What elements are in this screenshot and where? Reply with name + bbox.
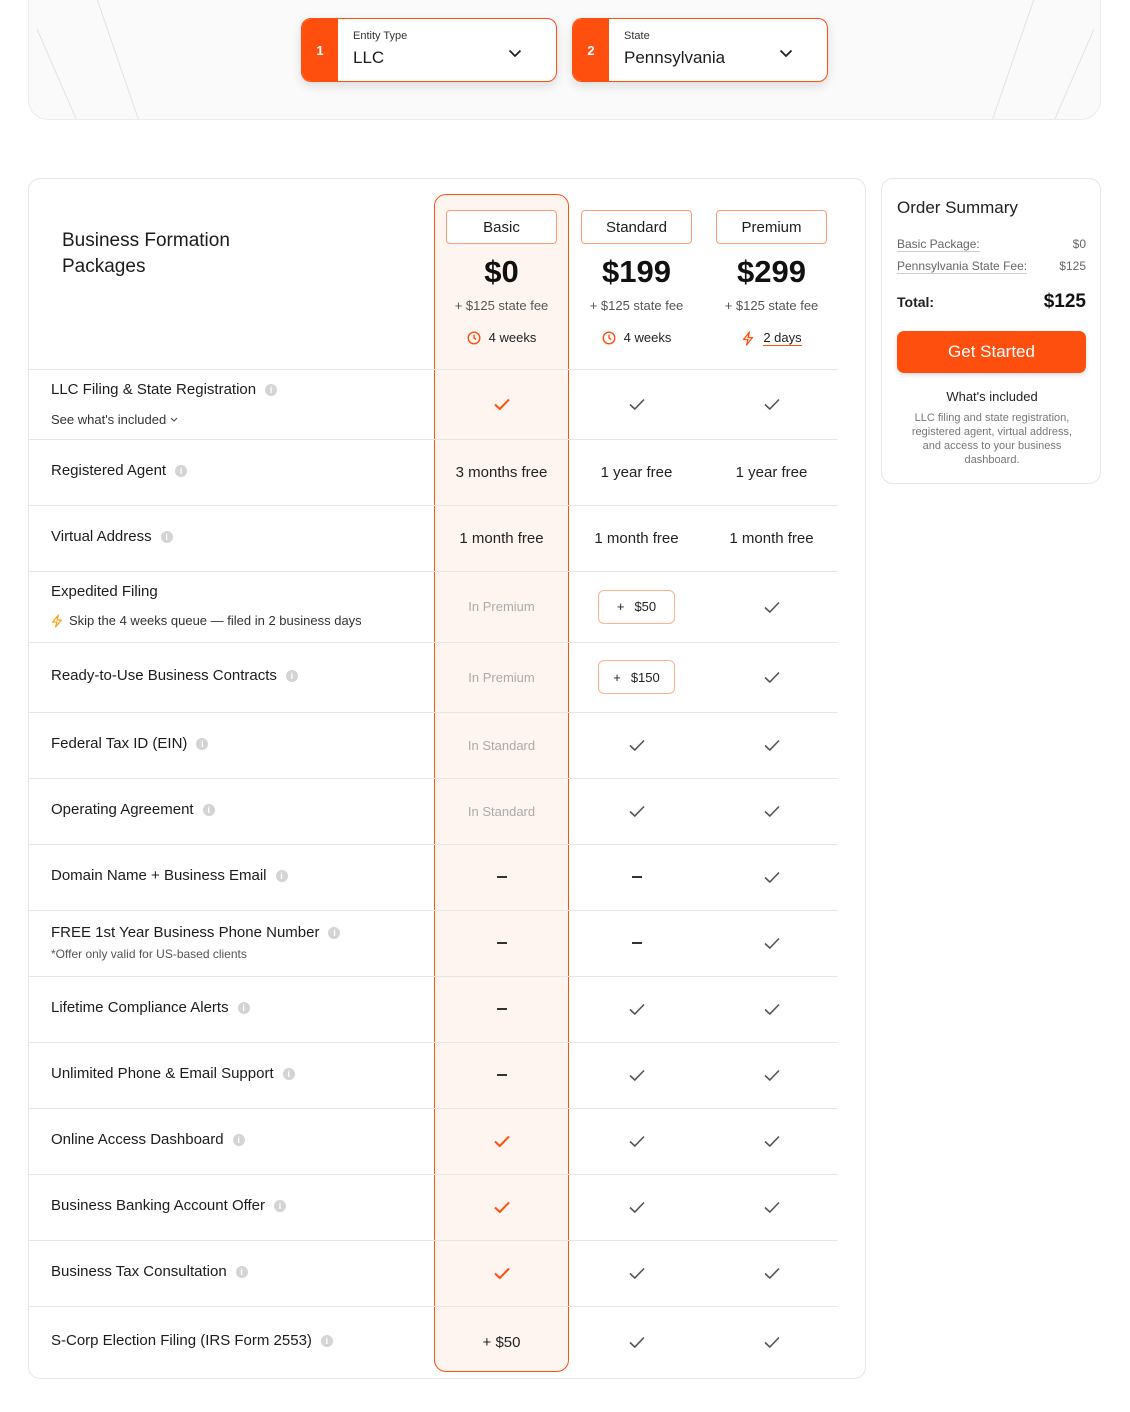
info-icon[interactable]: i (238, 1002, 250, 1014)
premium-price: $299 (737, 254, 806, 289)
feature-label: Lifetime Compliance Alerts (51, 999, 229, 1016)
feature-name (51, 667, 298, 684)
summary-line (897, 237, 1086, 252)
chevron-down-icon (170, 417, 178, 423)
table-cell (434, 976, 569, 1042)
check-icon (763, 1002, 781, 1016)
check-icon (628, 1134, 646, 1148)
info-icon[interactable]: i (236, 1266, 248, 1278)
info-icon[interactable]: i (274, 1200, 286, 1212)
cell-text: In Premium (468, 599, 535, 614)
feature-name (51, 924, 340, 941)
check-icon (763, 738, 781, 752)
table-cell (434, 1240, 569, 1306)
check-icon (628, 1200, 646, 1214)
premium-turnaround (704, 330, 839, 346)
summary-total (897, 291, 1086, 313)
see-whats-included-text: See what's included (51, 412, 167, 427)
offer-note: *Offer only valid for US-based clients (51, 947, 247, 961)
check-accent-icon (493, 1134, 511, 1148)
table-cell (704, 1108, 839, 1174)
feature-label: Registered Agent (51, 462, 167, 479)
entity-type-value: LLC (353, 48, 385, 67)
total-label: Total: (897, 294, 935, 310)
chevron-down-icon (779, 49, 793, 58)
check-accent-icon (493, 1266, 511, 1280)
table-cell (704, 571, 839, 642)
feature-label: Business Tax Consultation (51, 1263, 227, 1280)
state-select[interactable] (572, 18, 828, 82)
table-cell (704, 778, 839, 844)
whats-included-title: What's included (946, 389, 1038, 404)
feature-label: Unlimited Phone & Email Support (51, 1065, 274, 1082)
basic-price: $0 (484, 254, 519, 289)
entity-type-label: Entity Type (353, 30, 408, 42)
check-icon (763, 397, 781, 411)
table-cell (569, 910, 704, 976)
check-icon (628, 804, 646, 818)
check-icon (628, 1335, 646, 1349)
cell-text: In Standard (467, 803, 536, 819)
feature-name (51, 867, 288, 884)
info-icon[interactable]: i (196, 738, 208, 750)
info-icon[interactable]: i (321, 1335, 333, 1347)
check-icon (628, 738, 646, 752)
feature-label: Expedited Filing (51, 583, 158, 600)
cell-text: 1 month free (594, 529, 679, 547)
table-cell (569, 439, 704, 505)
check-icon (763, 870, 781, 884)
hero-banner (28, 0, 1101, 120)
check-accent-icon (493, 1200, 511, 1214)
feature-name (51, 1263, 248, 1280)
feature-label: Operating Agreement (51, 801, 194, 818)
cell-text: 3 months free (455, 463, 548, 481)
table-cell (434, 369, 569, 439)
premium-turnaround-text: 2 days (763, 330, 802, 345)
info-icon[interactable]: i (276, 870, 288, 882)
info-icon[interactable]: i (286, 670, 298, 682)
feature-label: Federal Tax ID (EIN) (51, 735, 188, 752)
summary-line-value: $125 (1059, 259, 1086, 273)
summary-line-label: Basic Package: (897, 237, 980, 251)
basic-turnaround (434, 330, 569, 345)
check-icon (628, 1266, 646, 1280)
feature-name (51, 462, 187, 479)
cell-text: 1 year free (735, 463, 808, 481)
standard-price: $199 (602, 254, 671, 289)
feature-name (51, 583, 158, 600)
addon-price: $50 (634, 599, 657, 614)
cell-text: 1 month free (459, 529, 544, 547)
table-cell (434, 642, 569, 712)
feature-label: Online Access Dashboard (51, 1131, 224, 1148)
info-icon[interactable]: i (265, 384, 277, 396)
table-cell (434, 1042, 569, 1108)
table-cell (434, 1174, 569, 1240)
info-icon[interactable]: i (203, 804, 215, 816)
table-cell (569, 1306, 704, 1378)
check-icon (628, 1068, 646, 1082)
whats-included-text: LLC filing and state registration, registered agent, virtual address, and access to your business dashboard. (911, 412, 1073, 466)
table-cell (704, 642, 839, 712)
state-value: Pennsylvania (624, 48, 726, 67)
lightning-icon (741, 331, 755, 346)
dash-icon (632, 942, 642, 944)
cell-text: In Premium (468, 669, 535, 685)
feature-label: FREE 1st Year Business Phone Number (51, 924, 320, 941)
table-cell (704, 1240, 839, 1306)
cell-text: In Standard (467, 737, 536, 753)
info-icon[interactable]: i (233, 1134, 245, 1146)
check-icon (763, 1335, 781, 1349)
basic-turnaround-text: 4 weeks (488, 330, 537, 345)
table-cell (569, 1108, 704, 1174)
table-cell (569, 976, 704, 1042)
check-icon (763, 1134, 781, 1148)
table-cell (434, 778, 569, 844)
standard-turnaround (569, 330, 704, 345)
cell-text: + $50 (482, 1333, 521, 1351)
get-started-button[interactable]: Get Started (897, 331, 1086, 373)
total-value: $125 (1043, 291, 1086, 312)
feature-name (51, 999, 250, 1016)
info-icon[interactable]: i (175, 465, 187, 477)
info-icon[interactable]: i (283, 1068, 295, 1080)
table-cell (569, 844, 704, 910)
feature-label: Ready-to-Use Business Contracts (51, 667, 277, 684)
standard-turnaround-text: 4 weeks (623, 330, 672, 345)
table-cell (704, 910, 839, 976)
summary-line (897, 259, 1086, 274)
table-cell (704, 505, 839, 571)
check-icon (628, 397, 646, 411)
table-cell (704, 976, 839, 1042)
table-cell (569, 1240, 704, 1306)
table-cell (569, 778, 704, 844)
order-summary (881, 178, 1101, 484)
feature-name (51, 1197, 286, 1214)
dash-icon (497, 1074, 507, 1076)
addon-button[interactable] (598, 660, 675, 694)
check-icon (763, 936, 781, 950)
info-icon[interactable]: i (161, 531, 173, 543)
addon-button[interactable] (598, 590, 675, 624)
clock-icon (467, 331, 481, 345)
table-cell (704, 712, 839, 778)
check-icon (763, 1200, 781, 1214)
check-icon (628, 1002, 646, 1016)
table-cell (434, 1108, 569, 1174)
basic-state-fee: + $125 state fee (454, 298, 549, 313)
table-cell (434, 844, 569, 910)
table-cell (434, 1306, 569, 1378)
table-cell (569, 1042, 704, 1108)
table-cell[interactable] (569, 571, 704, 642)
package-basic-button[interactable]: Basic (446, 210, 557, 244)
table-cell (569, 712, 704, 778)
feature-label: LLC Filing & State Registration (51, 381, 257, 398)
decorative-lines (29, 0, 1101, 120)
info-icon[interactable]: i (328, 927, 340, 939)
table-cell (434, 505, 569, 571)
feature-name (51, 1332, 333, 1349)
table-cell (434, 712, 569, 778)
check-icon (763, 600, 781, 614)
feature-label: Domain Name + Business Email (51, 867, 267, 884)
dash-icon (497, 1008, 507, 1010)
plus-icon: + (616, 599, 625, 614)
feature-name (51, 381, 277, 398)
table-cell (569, 505, 704, 571)
check-icon (763, 670, 781, 684)
summary-line-label: Pennsylvania State Fee: (897, 259, 1028, 273)
table-cell (434, 571, 569, 642)
dash-icon (497, 942, 507, 944)
order-summary-title: Order Summary (897, 198, 1018, 217)
state-label: State (624, 30, 650, 42)
step-number: 1 (302, 19, 338, 81)
step-number: 2 (573, 19, 609, 81)
lightning-icon (51, 614, 63, 628)
feature-label: S-Corp Election Filing (IRS Form 2553) (51, 1332, 312, 1349)
feature-name (51, 1131, 245, 1148)
check-accent-icon (493, 397, 511, 411)
feature-name (51, 1065, 295, 1082)
table-cell (704, 439, 839, 505)
summary-line-value: $0 (1072, 237, 1086, 251)
feature-name (51, 528, 173, 545)
feature-label: Virtual Address (51, 528, 152, 545)
check-icon (763, 804, 781, 818)
chevron-down-icon (508, 49, 522, 58)
table-cell[interactable] (569, 642, 704, 712)
table-cell (434, 439, 569, 505)
dash-icon (632, 876, 642, 878)
package-standard-button[interactable]: Standard (581, 210, 692, 244)
expedited-note (51, 613, 362, 628)
cell-text: 1 month free (729, 529, 814, 547)
addon-price: $150 (630, 669, 660, 685)
cell-text: 1 year free (600, 463, 673, 481)
package-premium-button[interactable]: Premium (716, 210, 827, 244)
table-cell (704, 1042, 839, 1108)
table-cell (569, 1174, 704, 1240)
feature-label: Business Banking Account Offer (51, 1197, 266, 1214)
premium-state-fee: + $125 state fee (724, 298, 819, 313)
feature-name (51, 735, 208, 752)
clock-icon (602, 331, 616, 345)
entity-type-select[interactable] (301, 18, 557, 82)
expedited-note-text: Skip the 4 weeks queue — filed in 2 business days (69, 613, 362, 628)
plus-icon: + (613, 669, 621, 685)
table-cell (704, 844, 839, 910)
table-cell (704, 369, 839, 439)
table-title: Business Formation Packages (62, 230, 230, 277)
table-cell (569, 369, 704, 439)
feature-name (51, 801, 215, 818)
table-cell (704, 1174, 839, 1240)
check-icon (763, 1068, 781, 1082)
check-icon (763, 1266, 781, 1280)
table-cell (704, 1306, 839, 1378)
table-cell (434, 910, 569, 976)
dash-icon (497, 876, 507, 878)
standard-state-fee: + $125 state fee (589, 298, 684, 313)
see-whats-included-link[interactable] (51, 412, 178, 427)
